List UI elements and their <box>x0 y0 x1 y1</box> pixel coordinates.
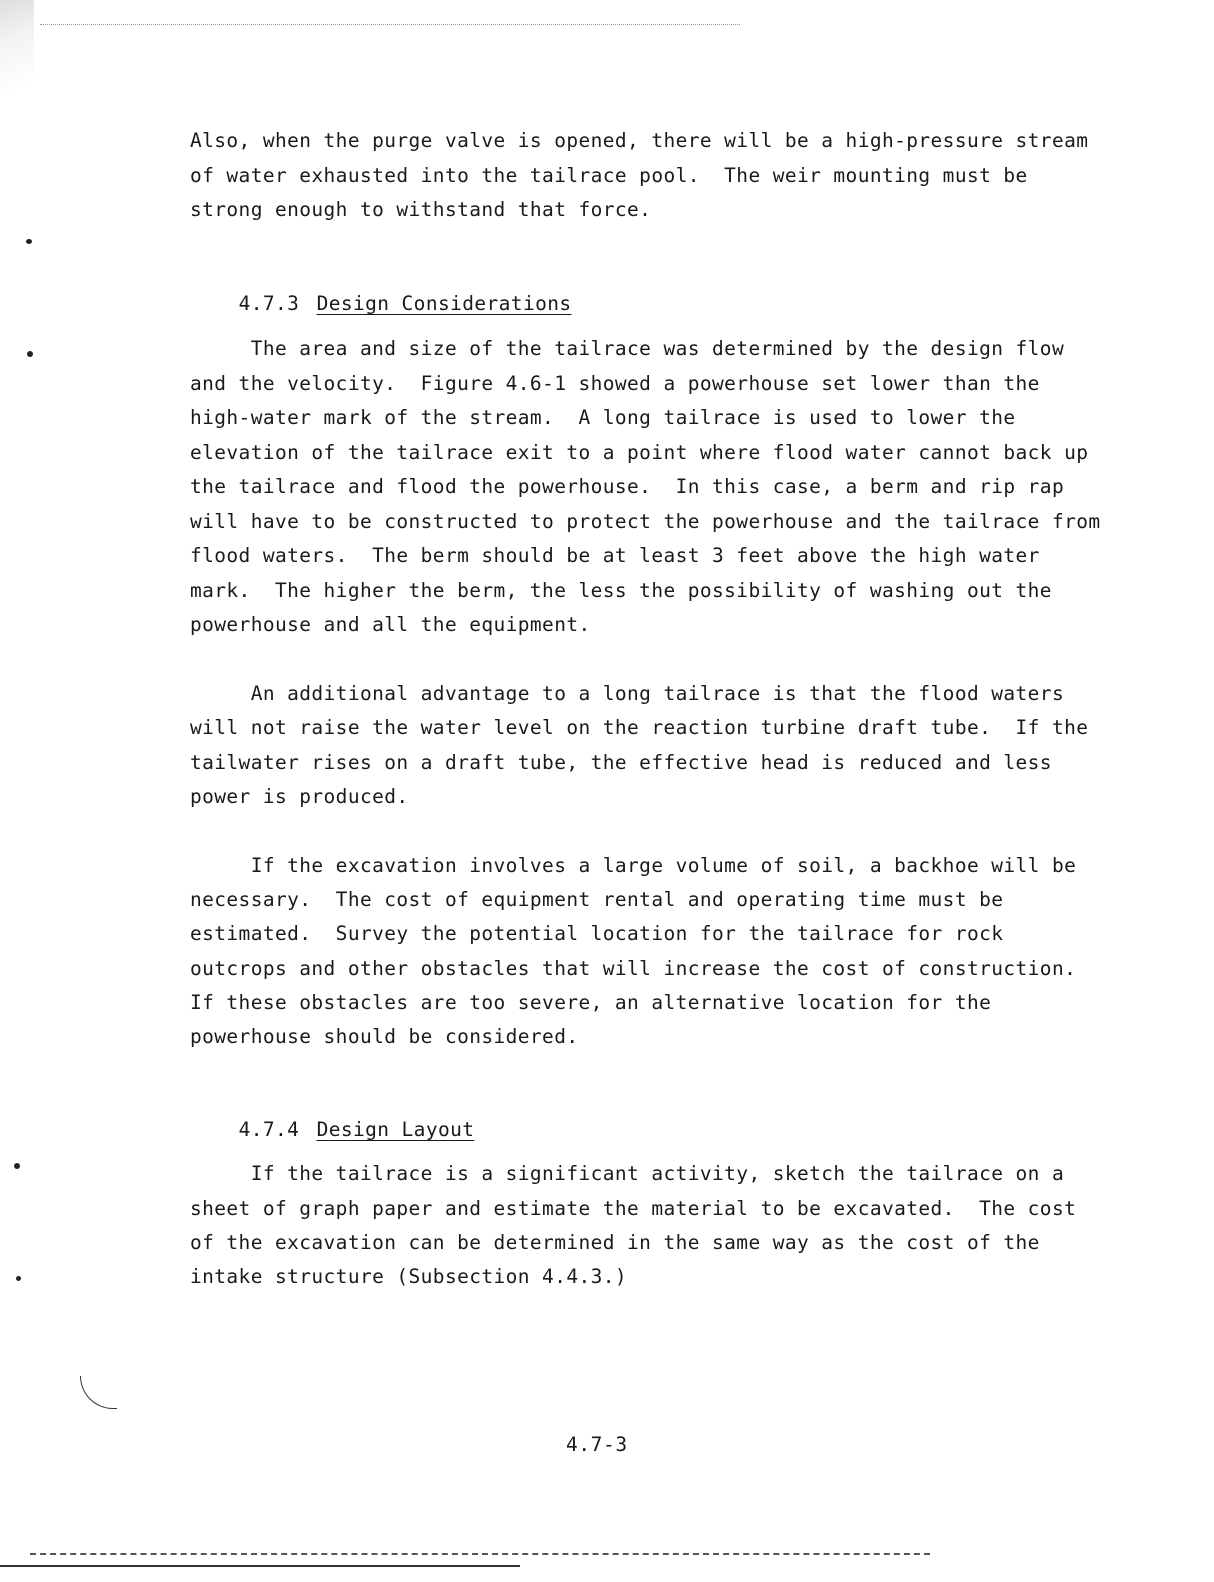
section-number: 4.7.3 <box>238 292 300 315</box>
scan-speck <box>16 1276 21 1281</box>
scan-corner-grain <box>0 0 34 110</box>
paragraph-line: power is produced. <box>190 785 409 808</box>
paragraph-line: high-water mark of the stream. A long tailrace is used to lower the <box>190 406 1016 429</box>
paragraph-line: of the excavation can be determined in the same way as the cost of the <box>190 1231 1040 1254</box>
scan-bottom-dashes <box>30 1553 930 1555</box>
paragraph-line: the tailrace and flood the powerhouse. In this case, a berm and rip rap <box>190 475 1065 498</box>
binder-hole-mark <box>80 1376 117 1409</box>
scan-speck <box>14 1163 20 1169</box>
section-title: Design Considerations <box>316 292 572 315</box>
paragraph-line: powerhouse should be considered. <box>190 1025 579 1048</box>
intro-line-2: of water exhausted into the tailrace pool. The weir mounting must be <box>190 164 1028 187</box>
paragraph-line: An additional advantage to a long tailrace is that the flood waters <box>190 682 1065 705</box>
paragraph-line: necessary. The cost of equipment rental and operating time must be <box>190 888 1004 911</box>
paragraph-line: powerhouse and all the equipment. <box>190 613 591 636</box>
section-title: Design Layout <box>316 1118 475 1141</box>
page-number: 4.7-3 <box>566 1433 628 1456</box>
paragraph-line: flood waters. The berm should be at least 3 feet above the high water <box>190 544 1040 567</box>
paragraph-line: estimated. Survey the potential location for the tailrace for rock <box>190 922 1004 945</box>
section-heading-474 <box>190 1094 474 1166</box>
paragraph-line: outcrops and other obstacles that will increase the cost of construction. <box>190 957 1077 980</box>
paragraph-line: and the velocity. Figure 4.6-1 showed a powerhouse set lower than the <box>190 372 1040 395</box>
paragraph-line: tailwater rises on a draft tube, the effective head is reduced and less <box>190 751 1052 774</box>
paragraph-line: will have to be constructed to protect the powerhouse and the tailrace from <box>190 510 1101 533</box>
paragraph-line: If the tailrace is a significant activity, sketch the tailrace on a <box>190 1162 1065 1185</box>
paragraph-line: sheet of graph paper and estimate the material to be excavated. The cost <box>190 1197 1077 1220</box>
paragraph-line: intake structure (Subsection 4.4.3.) <box>190 1265 628 1288</box>
paragraph-line: If these obstacles are too severe, an alternative location for the <box>190 991 992 1014</box>
paragraph-line: mark. The higher the berm, the less the possibility of washing out the <box>190 579 1052 602</box>
scan-speck <box>27 351 33 357</box>
paragraph-line: If the excavation involves a large volume of soil, a backhoe will be <box>190 854 1077 877</box>
scan-bottom-edge <box>0 1565 520 1567</box>
paragraph-line: elevation of the tailrace exit to a point where flood water cannot back up <box>190 441 1089 464</box>
paragraph-line: will not raise the water level on the reaction turbine draft tube. If the <box>190 716 1089 739</box>
intro-line-3: strong enough to withstand that force. <box>190 198 652 221</box>
intro-line-1: Also, when the purge valve is opened, there will be a high-pressure stream <box>190 129 1089 152</box>
section-number: 4.7.4 <box>238 1118 300 1141</box>
paragraph-line: The area and size of the tailrace was determined by the design flow <box>190 337 1065 360</box>
scan-speck <box>26 239 32 244</box>
scan-top-artifact <box>40 24 740 25</box>
section-heading-473 <box>190 268 572 340</box>
